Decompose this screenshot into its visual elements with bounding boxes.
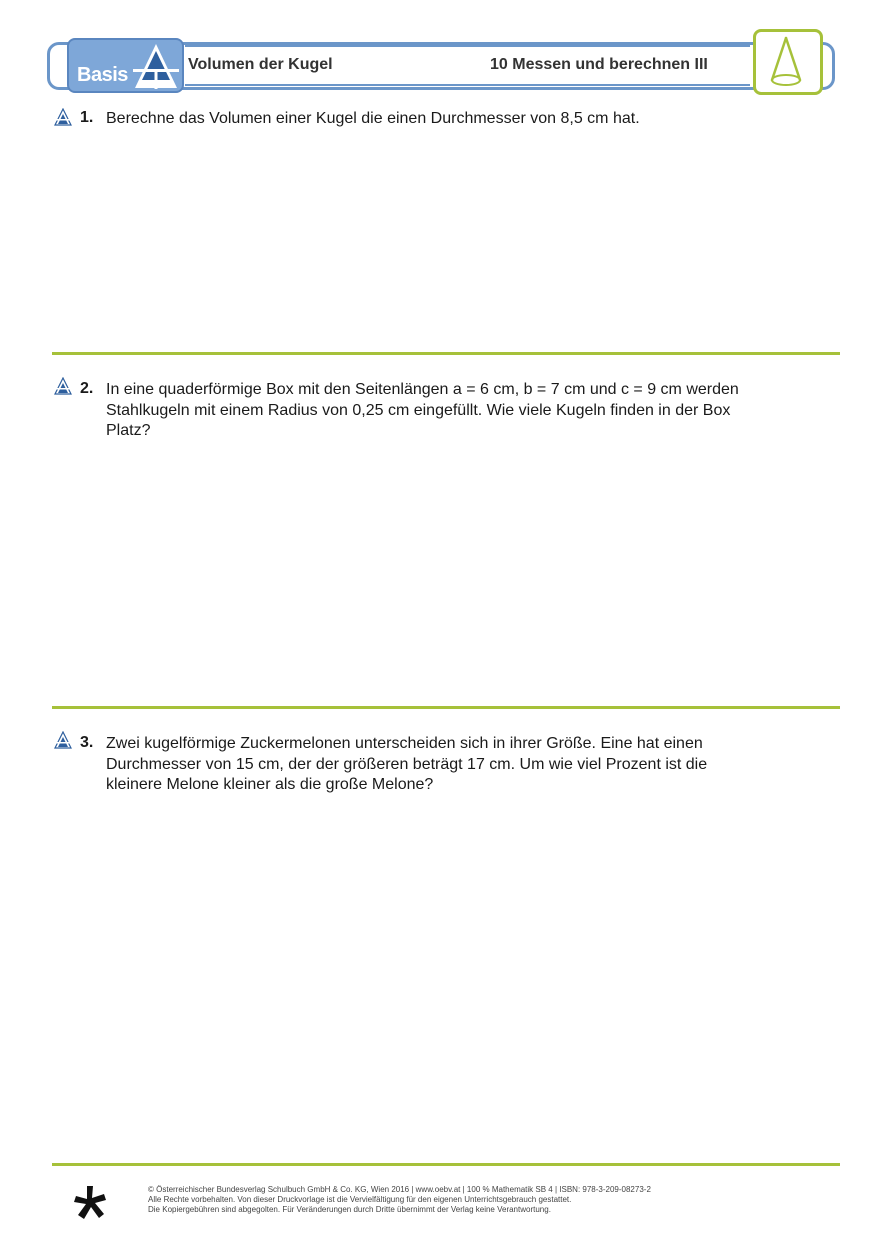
level-triangle-icon (54, 731, 72, 749)
cone-icon (764, 34, 814, 92)
task-text (106, 109, 826, 130)
task-line: Platz? (106, 422, 151, 439)
task-line: Durchmesser von 15 cm, der der größeren beträgt 17 cm. Um wie viel Prozent ist die (106, 755, 708, 773)
task-number: 1. (80, 109, 94, 126)
task-text (106, 380, 826, 442)
footer-line: Alle Rechte vorbehalten. Von dieser Druckvorlage ist die Vervielfältigung für den eigenen Unterrichtsgebrauch gestattet. (148, 1195, 572, 1204)
footer-copyright (148, 1185, 651, 1215)
basis-badge (67, 38, 184, 93)
task-number: 2. (80, 380, 94, 397)
task-text (106, 734, 826, 796)
task-line: Berechne das Volumen einer Kugel die einen Durchmesser von 8,5 cm hat. (106, 110, 640, 127)
footer-divider (52, 1163, 840, 1166)
task-number: 3. (80, 734, 94, 751)
footer-line: Die Kopiergebühren sind abgegolten. Für Veränderungen durch Dritte übernimmt der Verlag keine Verantwortung. (148, 1205, 551, 1214)
task-line: In eine quaderförmige Box mit den Seitenlängen a = 6 cm, b = 7 cm und c = 9 cm werden (106, 381, 739, 398)
divider (52, 706, 840, 709)
chapter-title: 10 Messen und berechnen III (490, 56, 708, 73)
task-line: Zwei kugelförmige Zuckermelonen unterscheiden sich in ihrer Größe. Eine hat einen (106, 735, 703, 752)
level-triangle-icon (133, 42, 179, 90)
task-line: Stahlkugeln mit einem Radius von 0,25 cm eingefüllt. Wie viele Kugeln finden in der Box (106, 401, 731, 419)
divider (52, 352, 840, 355)
header-rule-bottom (185, 84, 750, 86)
oebv-logo-icon (72, 1184, 110, 1222)
task-line: kleinere Melone kleiner als die große Melone? (106, 776, 434, 793)
cone-box (753, 29, 823, 95)
page-title: Volumen der Kugel (188, 56, 333, 73)
footer-line: © Österreichischer Bundesverlag Schulbuch GmbH & Co. KG, Wien 2016 | www.oebv.at | 100 % Mathematik SB 4 | ISBN: 978-3-209-08273-2 (148, 1185, 651, 1194)
basis-label: Basis (77, 64, 128, 86)
header-rule-top (185, 45, 750, 47)
level-triangle-icon (54, 108, 72, 126)
level-triangle-icon (54, 377, 72, 395)
